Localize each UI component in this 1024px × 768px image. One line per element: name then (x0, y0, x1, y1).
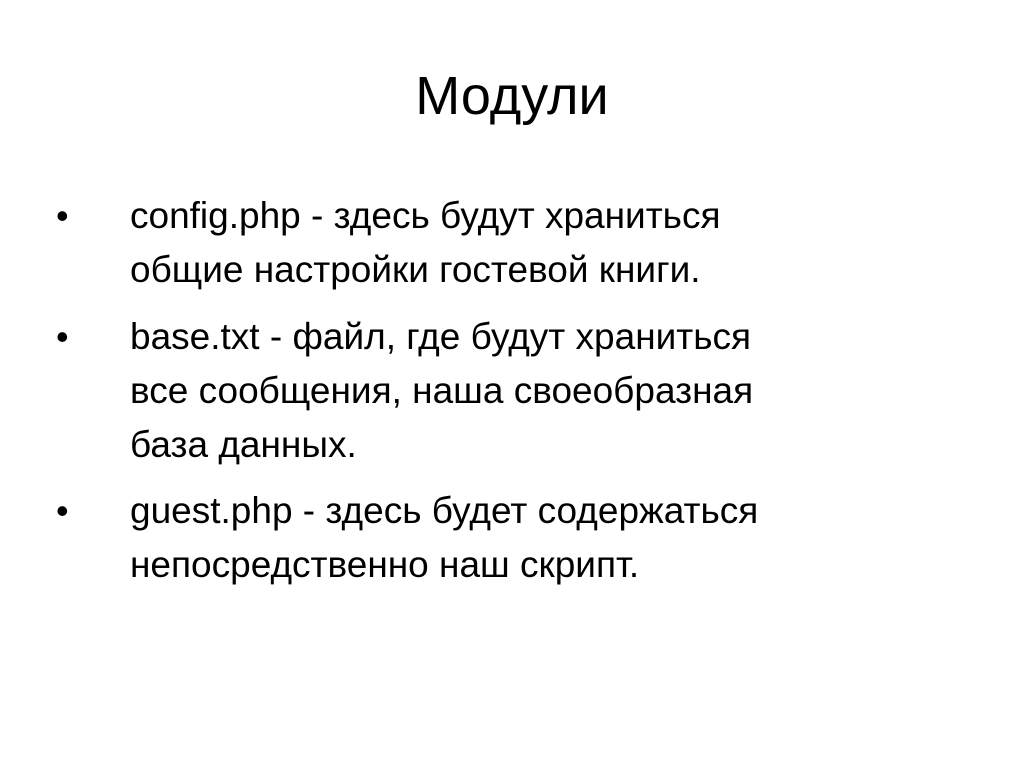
bullet-text-line: config.php - здесь будут храниться (130, 195, 721, 236)
bullet-text-line: base.txt - файл, где будут храниться (130, 316, 752, 357)
bullet-text-line: база данных. (130, 424, 357, 465)
bullet-marker: • (56, 316, 69, 357)
bullet-text-line: все сообщения, наша своеобразная (130, 370, 754, 411)
bullet-marker: • (56, 195, 69, 236)
bullet-text-line: guest.php - здесь будет содержаться (130, 490, 759, 531)
bullet-text-line: непосредственно наш скрипт. (130, 544, 640, 585)
slide-title: Модули (415, 66, 609, 126)
bullet-text-line: общие настройки гостевой книги. (130, 249, 701, 290)
bullet-marker: • (56, 490, 69, 531)
